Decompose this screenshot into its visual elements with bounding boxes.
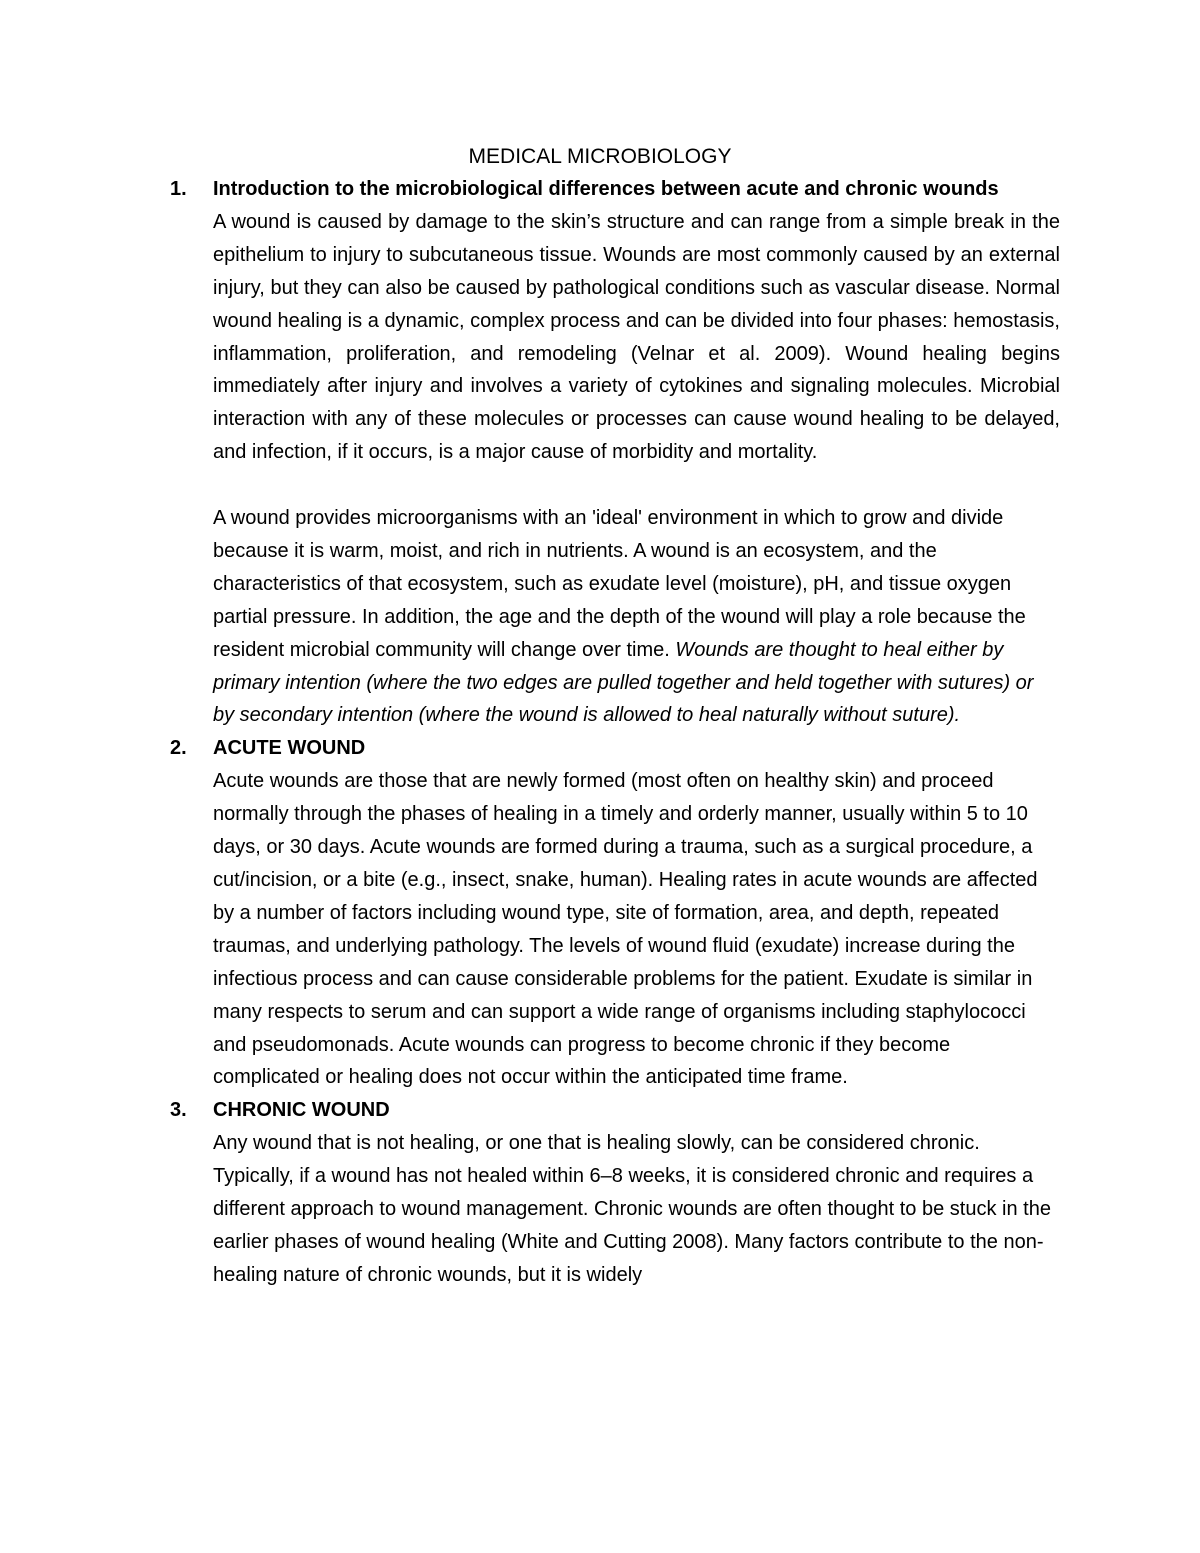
section-paragraph [213, 502, 1060, 732]
section-heading: CHRONIC WOUND [213, 1099, 390, 1122]
section-acute-wound [170, 732, 1060, 1094]
section-number: 2. [170, 737, 187, 760]
section-paragraph: A wound is caused by damage to the skin’s structure and can range from a simple break in the epithelium to injury to subcutaneous tissue. Wounds are most commonly caused by an external injury, but they can also be caused by pathological conditions such as vascular disease. Normal wound healing is a dynamic, complex process and can be divided into four phases: hemostasis, inflammation, proliferation, and remodeling (Velnar et al. 2009). Wound healing begins immediately after injury and involves a variety of cytokines and signaling molecules. Microbial interaction with any of these molecules or processes can cause wound healing to be delayed, and infection, if it occurs, is a major cause of morbidity and mortality. [213, 210, 1060, 464]
section-heading: Introduction to the microbiological differences between acute and chronic wounds [213, 178, 999, 200]
paragraph-italic-text: Wounds are thought to heal either by primary intention (where the two edges are pulled together and held together with sutures) or by secondary intention (where the wound is allowed to heal naturally without suture). [213, 638, 1034, 727]
paragraph-spacer [213, 469, 1060, 502]
section-number: 3. [170, 1099, 187, 1122]
section-heading: ACUTE WOUND [213, 737, 366, 760]
section-introduction [170, 173, 1060, 732]
section-chronic-wound [170, 1094, 1060, 1291]
paragraph-text: A wound provides microorganisms with an 'ideal' environment in which to grow and divide because it is warm, moist, and rich in nutrients. A wound is an ecosystem, and the characteristics of that ecosystem, such as exudate level (moisture), pH, and tissue oxygen partial pressure. In addition, the age and the depth of the wound will play a role because the resident microbial community will change over time. [213, 507, 1026, 661]
document-body [170, 173, 1060, 1292]
document-title: MEDICAL MICROBIOLOGY [468, 145, 732, 168]
section-number: 1. [170, 178, 187, 200]
section-paragraph: Acute wounds are those that are newly formed (most often on healthy skin) and proceed normally through the phases of healing in a timely and orderly manner, usually within 5 to 10 days, or 30 days. Acute wounds are formed during a trauma, such as a surgical procedure, a cut/incision, or a bite (e.g., insect, snake, human). Healing rates in acute wounds are affected by a number of factors including wound type, site of formation, area, and depth, repeated traumas, and underlying pathology. The levels of wound fluid (exudate) increase during the infectious process and can cause considerable problems for the patient. Exudate is similar in many respects to serum and can support a wide range of organisms including staphylococci and pseudomonads. Acute wounds can progress to become chronic if they become complicated or healing does not occur within the anticipated time frame. [213, 770, 1038, 1089]
section-paragraph: Any wound that is not healing, or one that is healing slowly, can be considered chronic. Typically, if a wound has not healed within 6–8 weeks, it is considered chronic and requires a different approach to wound management. Chronic wounds are often thought to be stuck in the earlier phases of wound healing (White and Cutting 2008). Many factors contribute to the non-healing nature of chronic wounds, but it is widely [213, 1132, 1051, 1286]
